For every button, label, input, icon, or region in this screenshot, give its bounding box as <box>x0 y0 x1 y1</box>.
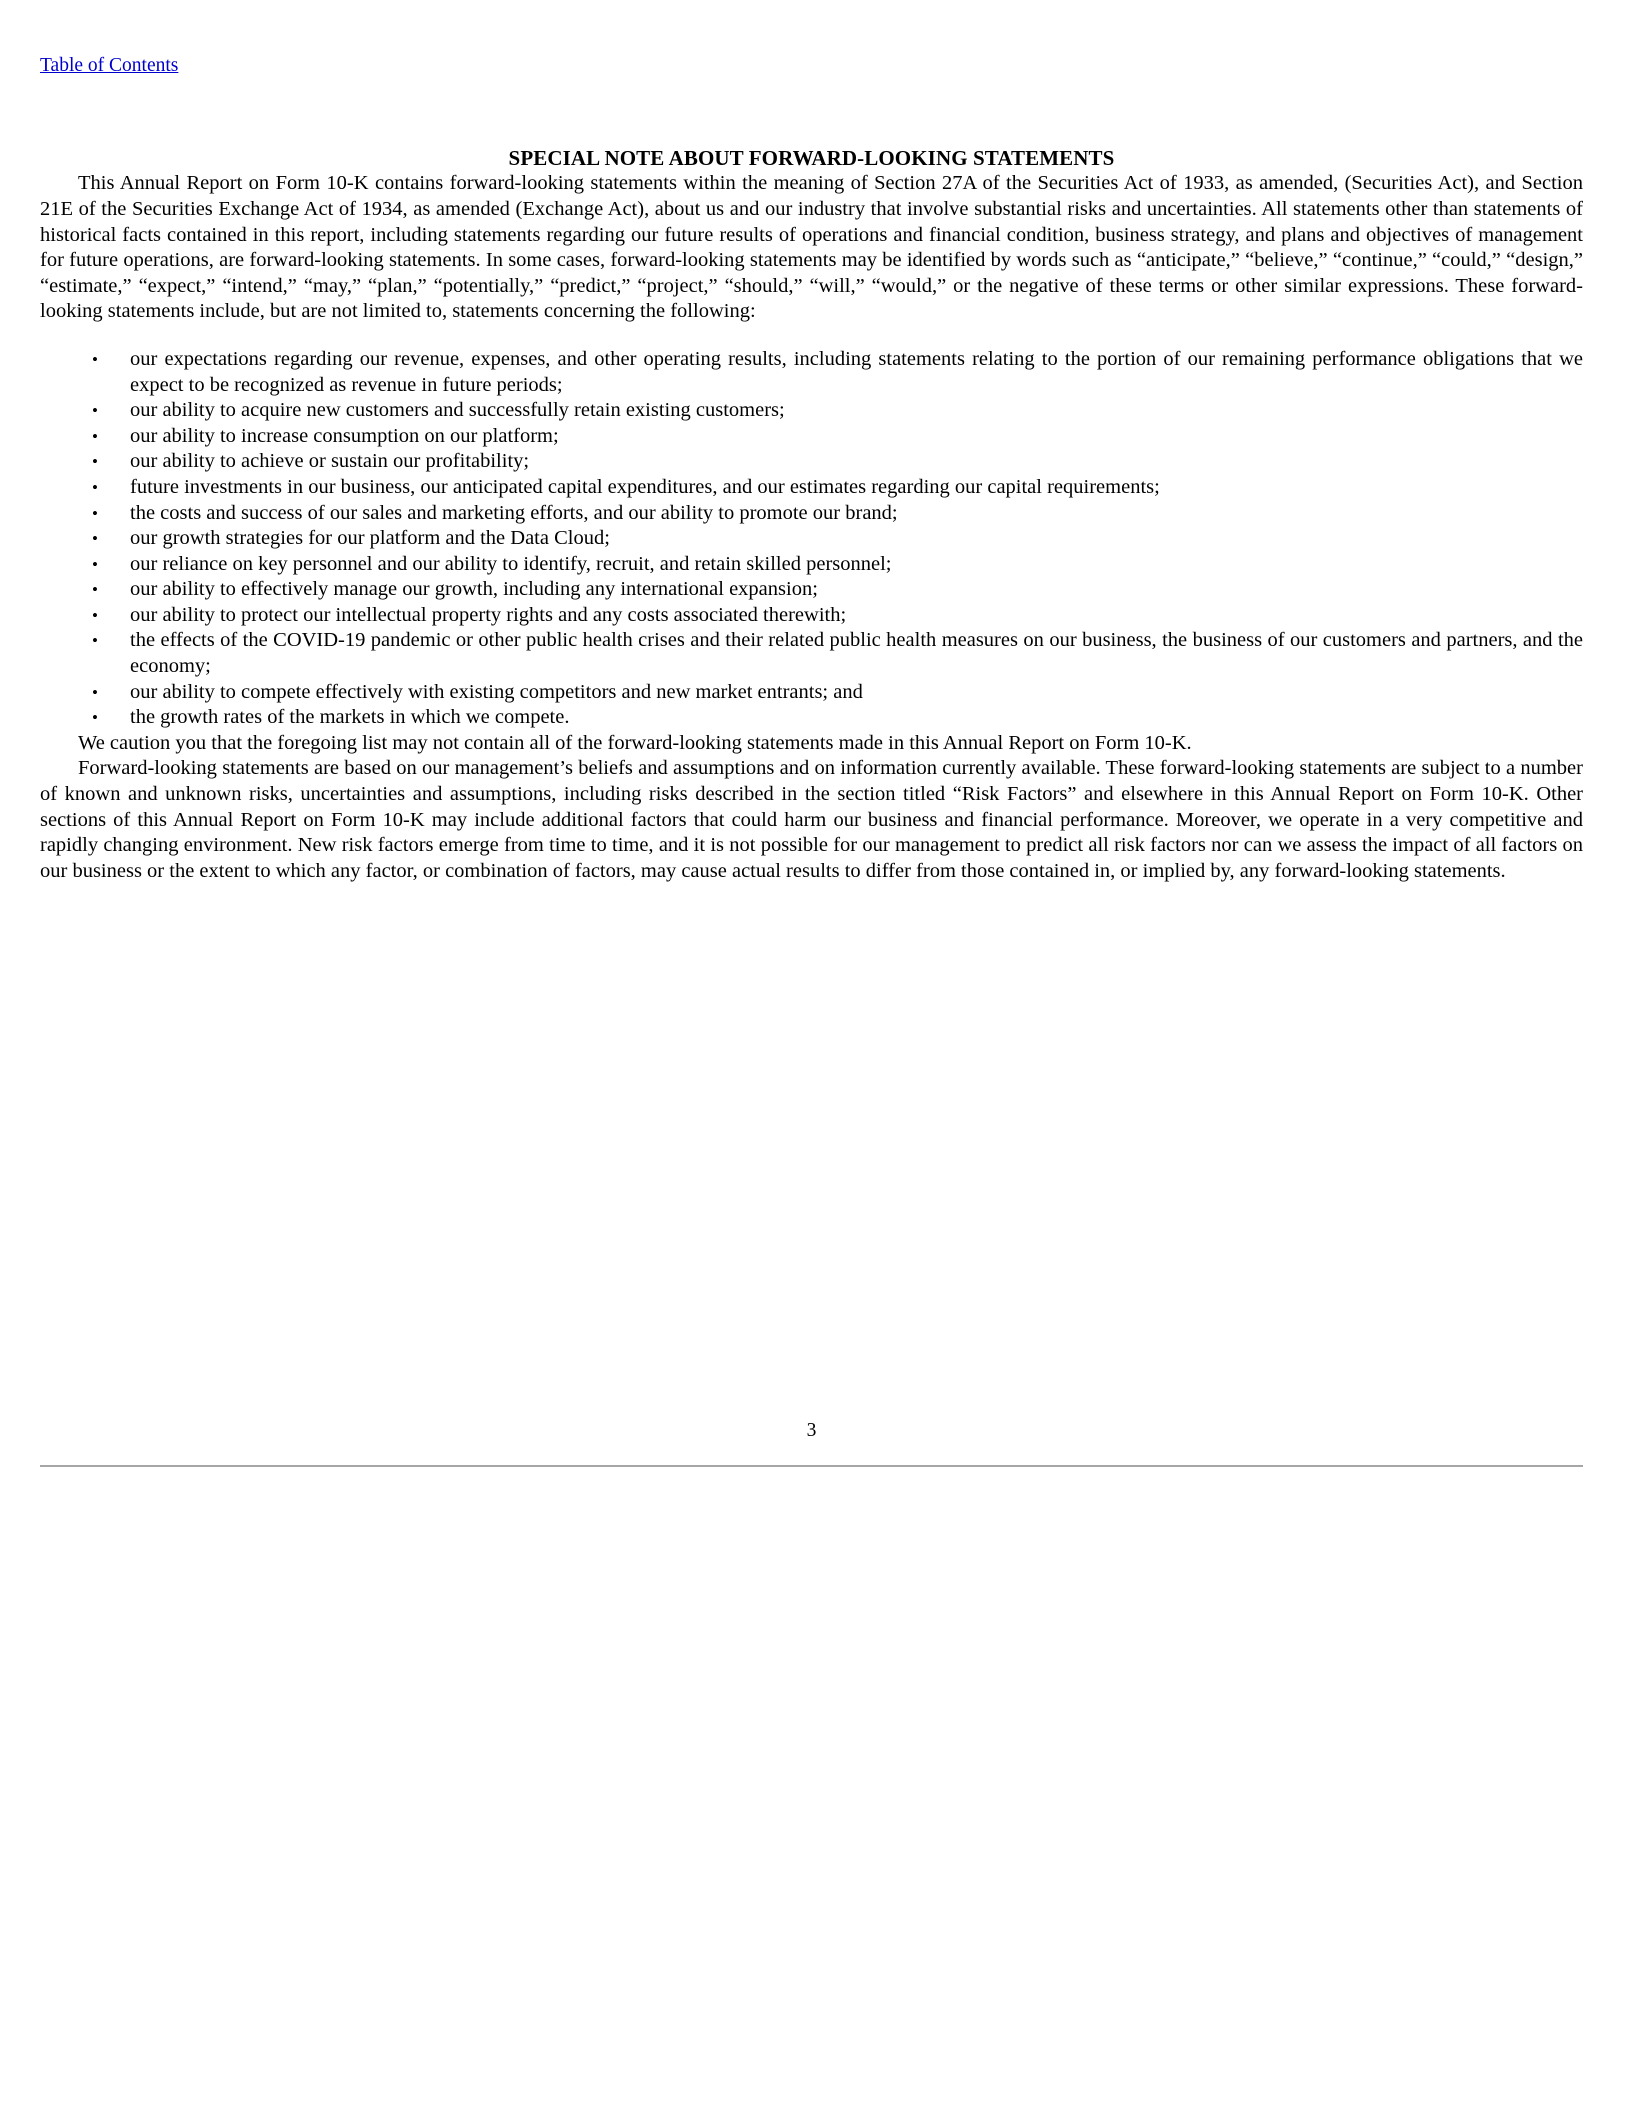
list-item <box>40 680 1583 706</box>
list-item <box>40 552 1583 578</box>
list-item-label: future investments in our business, our anticipated capital expenditures, and our estimates regarding our capital requirements; <box>130 475 1160 498</box>
list-item <box>40 347 1583 398</box>
list-item-label: our ability to effectively manage our growth, including any international expansion; <box>130 578 818 601</box>
list-item <box>40 501 1583 527</box>
bullet-icon: • <box>92 426 98 446</box>
footer-divider <box>40 1465 1583 1467</box>
list-item-label: our ability to acquire new customers and successfully retain existing customers; <box>130 399 785 422</box>
list-item-label: our expectations regarding our revenue, expenses, and other operating results, including statements relating to the portion of our remaining performance obligations that we expect to be recognized as revenue in future periods; <box>130 347 1583 396</box>
page-number: 3 <box>806 1420 817 1441</box>
bullet-icon: • <box>92 682 98 702</box>
list-item-label: the effects of the COVID-19 pandemic or other public health crises and their related public health measures on our business, the business of our customers and partners, and the economy; <box>130 629 1583 678</box>
table-of-contents-link[interactable]: Table of Contents <box>40 55 179 76</box>
table-of-contents-header <box>40 0 1583 77</box>
list-item-label: our growth strategies for our platform and the Data Cloud; <box>130 527 610 550</box>
bullet-icon: • <box>92 580 98 600</box>
page-title: SPECIAL NOTE ABOUT FORWARD-LOOKING STATEMENTS <box>508 146 1115 171</box>
list-item-label: the costs and success of our sales and marketing efforts, and our ability to promote our brand; <box>130 501 898 524</box>
bullet-icon: • <box>92 708 98 728</box>
bullet-icon: • <box>92 477 98 497</box>
list-item <box>40 526 1583 552</box>
forward-looking-statements-list <box>40 347 1583 731</box>
closing-paragraph: Forward-looking statements are based on our management’s beliefs and assumptions and on information currently available. These forward-looking statements are subject to a number of known and unknown risks, uncertainties and assumptions, including risks described in the section titled “Risk Factors” and elsewhere in this Annual Report on Form 10-K. Other sections of this Annual Report on Form 10-K may include additional factors that could harm our business and financial performance. Moreover, we operate in a very competitive and rapidly changing environment. New risk factors emerge from time to time, and it is not possible for our management to predict all risk factors nor can we assess the impact of all factors on our business or the extent to which any factor, or combination of factors, may cause actual results to differ from those contained in, or implied by, any forward-looking statements. <box>40 757 1583 882</box>
list-item-label: our ability to compete effectively with existing competitors and new market entrants; and <box>130 680 863 703</box>
bullet-icon: • <box>92 554 98 574</box>
list-item <box>40 398 1583 424</box>
list-item-label: our reliance on key personnel and our ability to identify, recruit, and retain skilled personnel; <box>130 552 892 575</box>
list-item <box>40 628 1583 679</box>
list-item <box>40 705 1583 731</box>
list-item-label: our ability to protect our intellectual property rights and any costs associated therewith; <box>130 603 847 626</box>
list-item-label: our ability to achieve or sustain our profitability; <box>130 450 530 473</box>
bullet-icon: • <box>92 631 98 651</box>
list-item-label: the growth rates of the markets in which we compete. <box>130 706 570 729</box>
list-item <box>40 577 1583 603</box>
list-item <box>40 424 1583 450</box>
page-content <box>40 0 1583 1441</box>
bullet-icon: • <box>92 529 98 549</box>
bullet-icon: • <box>92 401 98 421</box>
caution-paragraph: We caution you that the foregoing list may not contain all of the forward-looking statements made in this Annual Report on Form 10-K. <box>78 731 1192 754</box>
intro-paragraph: This Annual Report on Form 10-K contains forward-looking statements within the meaning of Section 27A of the Securities Act of 1933, as amended, (Securities Act), and Section 21E of the Securities Exchange Act of 1934, as amended (Exchange Act), about us and our industry that involve substantial risks and uncertainties. All statements other than statements of historical facts contained in this report, including statements regarding our future results of operations and financial condition, business strategy, and plans and objectives of management for future operations, are forward-looking statements. In some cases, forward-looking statements may be identified by words such as “anticipate,” “believe,” “continue,” “could,” “design,” “estimate,” “expect,” “intend,” “may,” “plan,” “potentially,” “predict,” “project,” “should,” “will,” “would,” or the negative of these terms or other similar expressions. These forward-looking statements include, but are not limited to, statements concerning the following: <box>40 172 1583 323</box>
bullet-icon: • <box>92 503 98 523</box>
list-item <box>40 449 1583 475</box>
list-item-label: our ability to increase consumption on our platform; <box>130 424 559 447</box>
list-spacer <box>40 325 1583 347</box>
list-item <box>40 603 1583 629</box>
list-item <box>40 475 1583 501</box>
bullet-icon: • <box>92 349 98 369</box>
bullet-icon: • <box>92 605 98 625</box>
bullet-icon: • <box>92 452 98 472</box>
